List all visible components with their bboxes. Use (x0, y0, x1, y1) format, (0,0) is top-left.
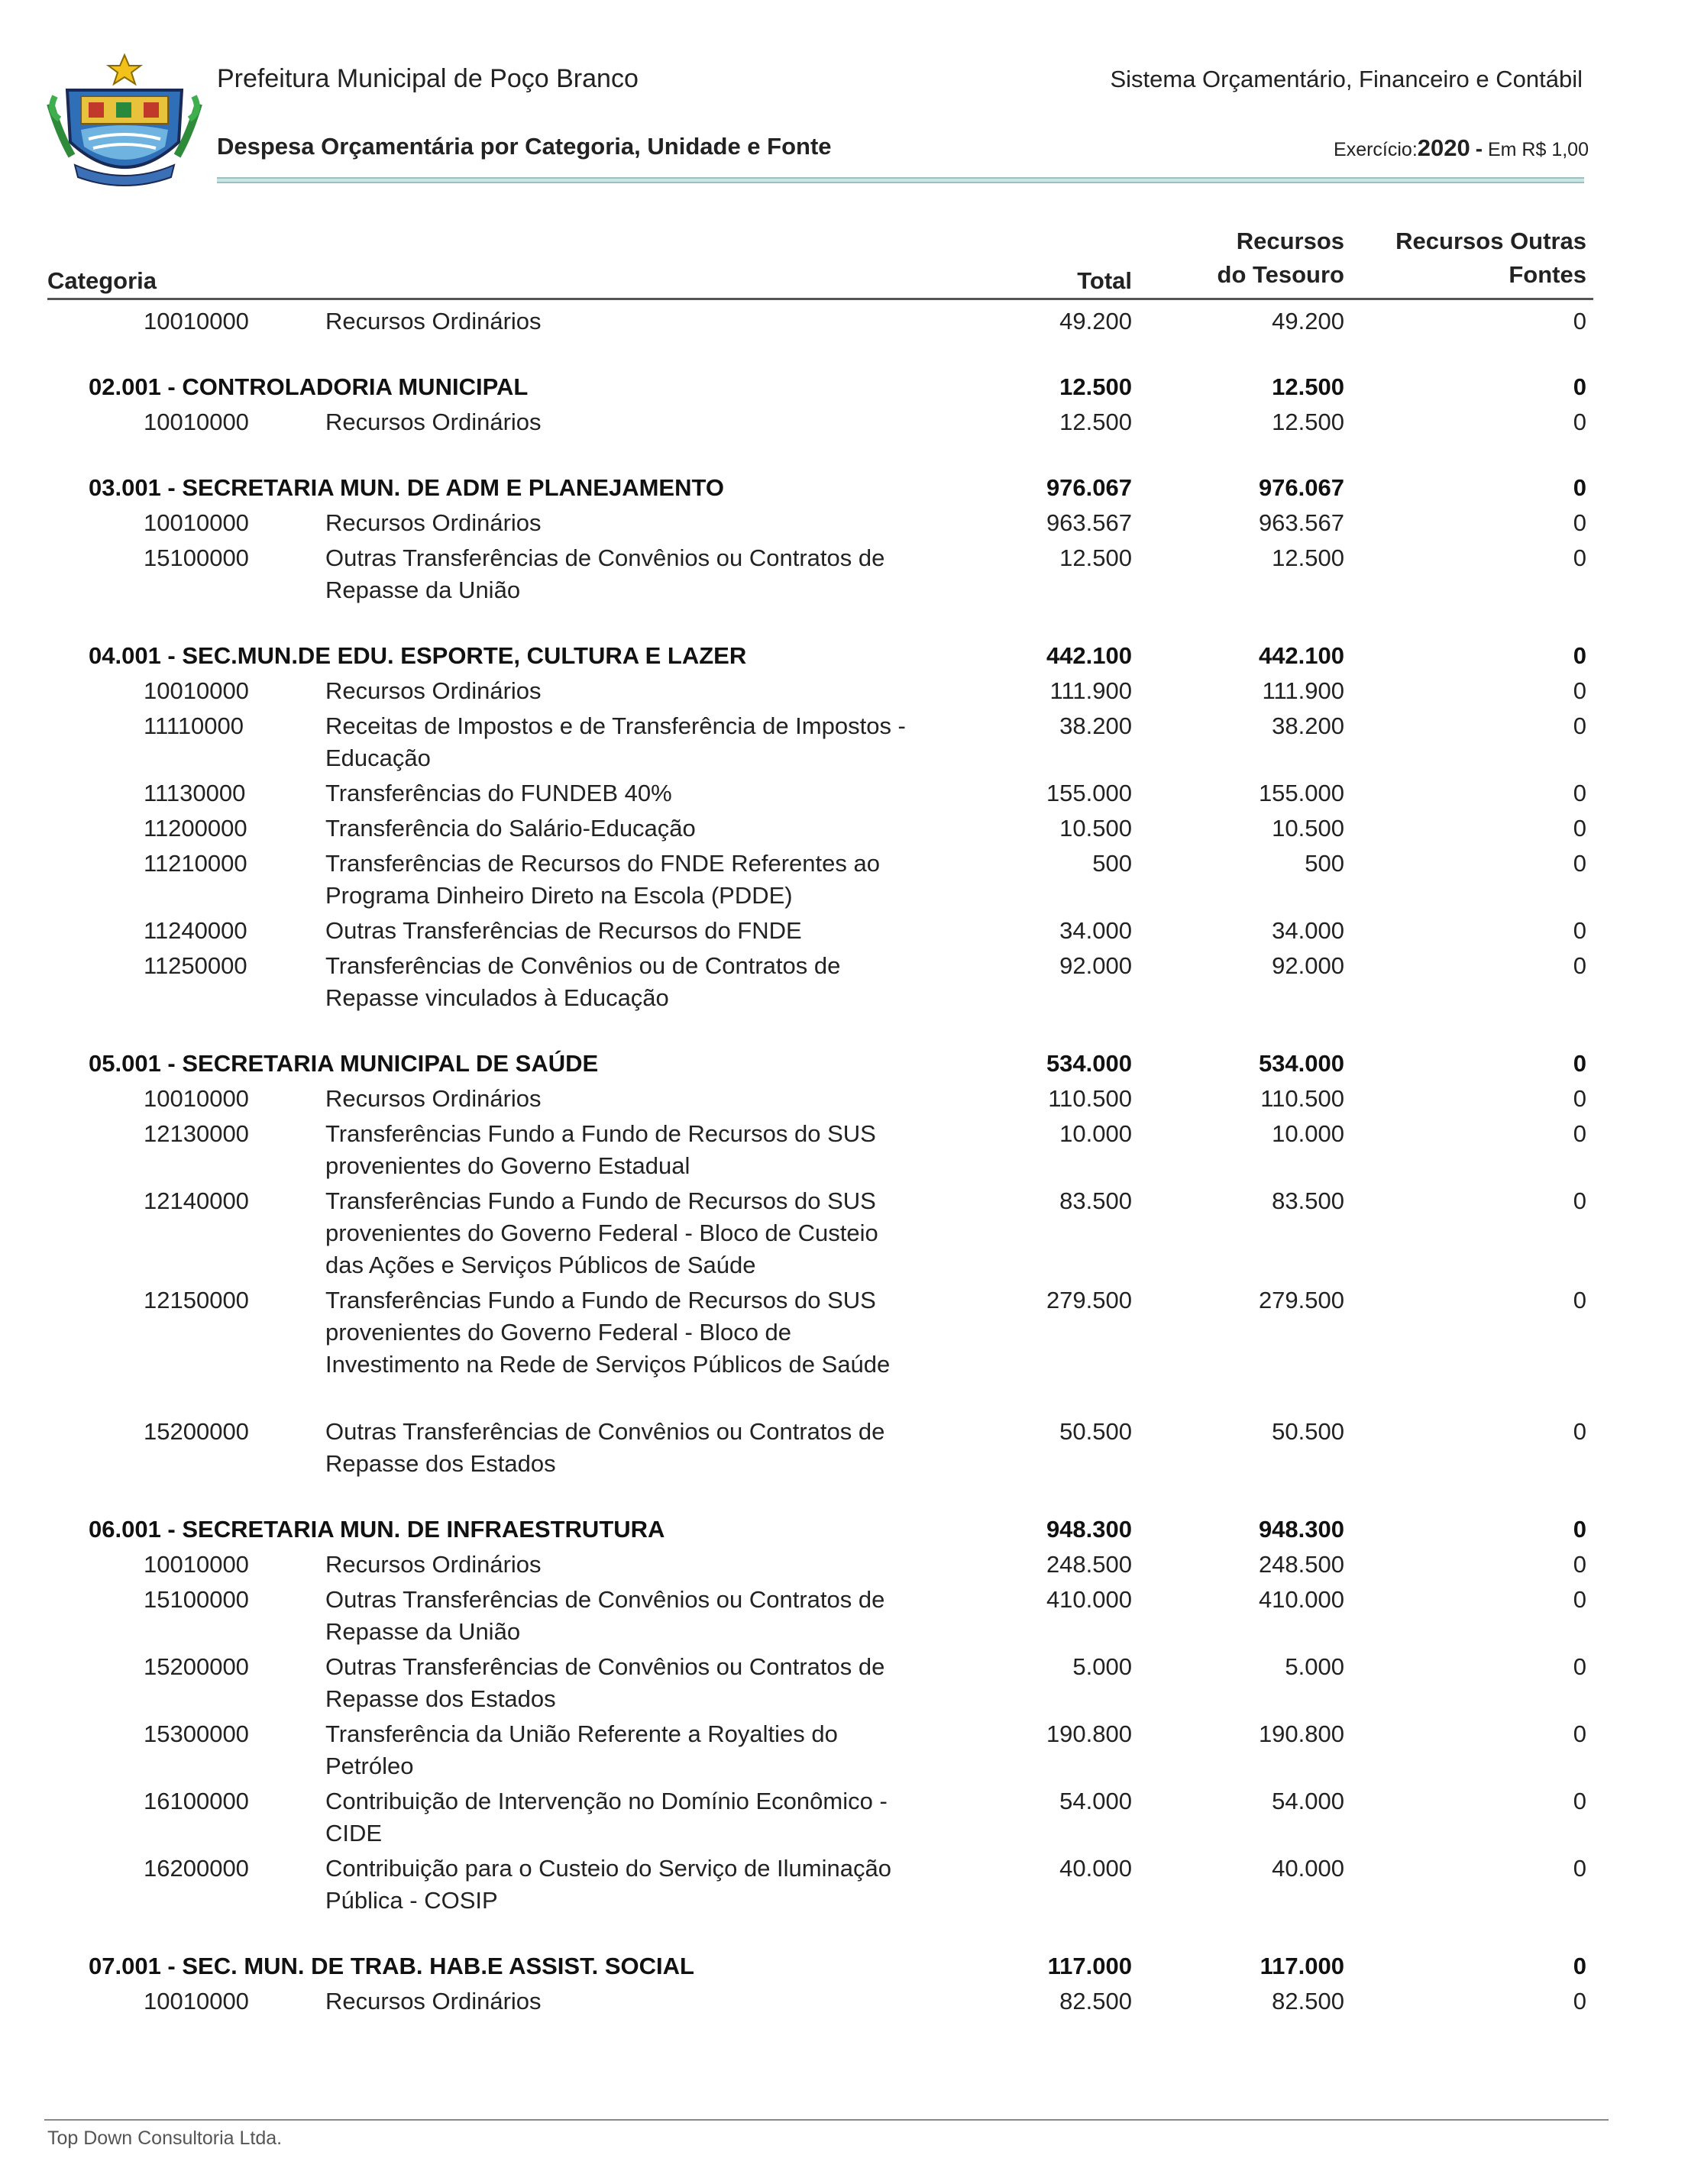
source-description: Recursos Ordinários (325, 1988, 542, 2014)
tesouro-value: 279.500 (1258, 1287, 1344, 1313)
coat-of-arms-logo (44, 50, 205, 195)
outras-fontes-value: 0 (1573, 1653, 1586, 1680)
column-header-divider (47, 298, 1593, 300)
source-code: 12130000 (144, 1120, 249, 1147)
outras-fontes-value: 0 (1573, 1287, 1586, 1313)
outras-fontes-value: 0 (1573, 1953, 1586, 1979)
tesouro-value: 12.500 (1272, 373, 1344, 400)
source-description: Outras Transferências de Recursos do FNDE (325, 917, 802, 944)
outras-fontes-value: 0 (1573, 952, 1586, 979)
exercise-separator: - (1475, 137, 1483, 160)
outras-fontes-value: 0 (1573, 1516, 1586, 1543)
tesouro-value: 92.000 (1272, 952, 1344, 979)
source-code: 10010000 (144, 1988, 249, 2014)
column-header-tesouro (1161, 225, 1344, 292)
total-value: 92.000 (1059, 952, 1132, 979)
source-code: 10010000 (144, 677, 249, 704)
outras-fontes-value: 0 (1573, 474, 1586, 501)
total-value: 82.500 (1059, 1988, 1132, 2014)
exercise-info (1334, 134, 1589, 162)
exercise-year: 2020 (1417, 134, 1470, 161)
outras-fontes-value: 0 (1573, 409, 1586, 435)
total-value: 12.500 (1059, 373, 1132, 400)
tesouro-value: 10.500 (1272, 815, 1344, 842)
tesouro-value: 54.000 (1272, 1788, 1344, 1814)
unit-name: 03.001 - SECRETARIA MUN. DE ADM E PLANEJAMENTO (89, 474, 724, 501)
tesouro-value: 50.500 (1272, 1418, 1344, 1445)
total-value: 12.500 (1059, 409, 1132, 435)
report-title: Despesa Orçamentária por Categoria, Unidade e Fonte (217, 133, 832, 160)
source-code: 16200000 (144, 1855, 249, 1882)
tesouro-value: 117.000 (1260, 1953, 1344, 1979)
source-description: Recursos Ordinários (325, 1085, 542, 1112)
source-description: Receitas de Impostos e de Transferência de Impostos - Educação (325, 712, 906, 771)
tesouro-value: 5.000 (1285, 1653, 1344, 1680)
source-code: 15200000 (144, 1653, 249, 1680)
source-code: 11210000 (144, 850, 247, 877)
unit-name: 07.001 - SEC. MUN. DE TRAB. HAB.E ASSIST. SOCIAL (89, 1953, 694, 1979)
source-description: Transferências de Convênios ou de Contratos de Repasse vinculados à Educação (325, 952, 841, 1011)
total-value: 110.500 (1048, 1085, 1132, 1112)
tesouro-value: 82.500 (1272, 1988, 1344, 2014)
source-description: Transferências Fundo a Fundo de Recursos do SUS provenientes do Governo Federal - Bloco de Investimento na Rede de Serviços Públicos de Saúde (325, 1287, 891, 1378)
outras-fontes-value: 0 (1573, 544, 1586, 571)
tesouro-value: 110.500 (1260, 1085, 1344, 1112)
tesouro-value: 155.000 (1258, 780, 1344, 806)
column-header-tesouro-line2: do Tesouro (1217, 261, 1344, 288)
tesouro-value: 38.200 (1272, 712, 1344, 739)
total-value: 10.000 (1059, 1120, 1132, 1147)
source-code: 10010000 (144, 1085, 249, 1112)
unit-name: 02.001 - CONTROLADORIA MUNICIPAL (89, 373, 529, 400)
source-description: Outras Transferências de Convênios ou Contratos de Repasse dos Estados (325, 1418, 885, 1477)
tesouro-value: 410.000 (1258, 1586, 1344, 1613)
tesouro-value: 248.500 (1258, 1551, 1344, 1578)
total-value: 534.000 (1046, 1050, 1132, 1077)
source-description: Outras Transferências de Convênios ou Contratos de Repasse dos Estados (325, 1653, 885, 1712)
total-value: 34.000 (1059, 917, 1132, 944)
source-code: 10010000 (144, 509, 249, 536)
tesouro-value: 442.100 (1258, 642, 1344, 669)
outras-fontes-value: 0 (1573, 815, 1586, 842)
tesouro-value: 40.000 (1272, 1855, 1344, 1882)
outras-fontes-value: 0 (1573, 917, 1586, 944)
source-code: 16100000 (144, 1788, 249, 1814)
outras-fontes-value: 0 (1573, 850, 1586, 877)
total-value: 50.500 (1059, 1418, 1132, 1445)
tesouro-value: 34.000 (1272, 917, 1344, 944)
tesouro-value: 534.000 (1258, 1050, 1344, 1077)
tesouro-value: 12.500 (1272, 409, 1344, 435)
total-value: 54.000 (1059, 1788, 1132, 1814)
total-value: 111.900 (1049, 677, 1132, 704)
tesouro-value: 111.900 (1262, 677, 1344, 704)
total-value: 248.500 (1046, 1551, 1132, 1578)
system-name: Sistema Orçamentário, Financeiro e Contábil (1110, 66, 1583, 92)
source-code: 10010000 (144, 409, 249, 435)
unit-name: 04.001 - SEC.MUN.DE EDU. ESPORTE, CULTURA E LAZER (89, 642, 747, 669)
total-value: 442.100 (1046, 642, 1132, 669)
source-description: Transferências Fundo a Fundo de Recursos do SUS provenientes do Governo Estadual (325, 1120, 876, 1179)
outras-fontes-value: 0 (1573, 1418, 1586, 1445)
tesouro-value: 190.800 (1258, 1720, 1344, 1747)
source-description: Outras Transferências de Convênios ou Contratos de Repasse da União (325, 544, 885, 603)
tesouro-value: 12.500 (1272, 544, 1344, 571)
tesouro-value: 963.567 (1258, 509, 1344, 536)
source-description: Transferências de Recursos do FNDE Referentes ao Programa Dinheiro Direto na Escola (PDDE) (325, 850, 880, 909)
tesouro-value: 49.200 (1272, 308, 1344, 334)
municipality-name: Prefeitura Municipal de Poço Branco (217, 64, 639, 93)
column-header-tesouro-line1: Recursos (1236, 228, 1344, 254)
outras-fontes-value: 0 (1573, 1050, 1586, 1077)
source-code: 12150000 (144, 1287, 249, 1313)
source-description: Recursos Ordinários (325, 409, 542, 435)
tesouro-value: 83.500 (1272, 1187, 1344, 1214)
source-description: Contribuição para o Custeio do Serviço de Iluminação Pública - COSIP (325, 1855, 891, 1914)
total-value: 410.000 (1046, 1586, 1132, 1613)
source-code: 12140000 (144, 1187, 249, 1214)
column-header-total: Total (1077, 267, 1132, 294)
footer-divider (44, 2119, 1609, 2121)
total-value: 49.200 (1059, 308, 1132, 334)
total-value: 40.000 (1059, 1855, 1132, 1882)
total-value: 963.567 (1046, 509, 1132, 536)
outras-fontes-value: 0 (1573, 373, 1586, 400)
source-code: 11250000 (144, 952, 247, 979)
source-code: 15100000 (144, 544, 249, 571)
source-description: Transferências do FUNDEB 40% (325, 780, 672, 806)
total-value: 12.500 (1059, 544, 1132, 571)
tesouro-value: 976.067 (1258, 474, 1344, 501)
source-description: Recursos Ordinários (325, 1551, 542, 1578)
footer-company: Top Down Consultoria Ltda. (47, 2127, 283, 2149)
total-value: 10.500 (1059, 815, 1132, 842)
source-code: 10010000 (144, 308, 249, 334)
outras-fontes-value: 0 (1573, 1187, 1586, 1214)
currency-unit: Em R$ 1,00 (1487, 139, 1589, 160)
total-value: 279.500 (1046, 1287, 1132, 1313)
source-description: Transferência da União Referente a Royalties do Petróleo (325, 1720, 838, 1779)
column-header-outras-line1: Recursos Outras (1395, 228, 1586, 254)
outras-fontes-value: 0 (1573, 1788, 1586, 1814)
column-header-outras-fontes (1357, 225, 1586, 292)
outras-fontes-value: 0 (1573, 1085, 1586, 1112)
tesouro-value: 500 (1305, 850, 1344, 877)
source-code: 10010000 (144, 1551, 249, 1578)
outras-fontes-value: 0 (1573, 712, 1586, 739)
header-divider (217, 177, 1584, 183)
outras-fontes-value: 0 (1573, 780, 1586, 806)
total-value: 117.000 (1047, 1953, 1132, 1979)
total-value: 155.000 (1046, 780, 1132, 806)
source-code: 11200000 (144, 815, 247, 842)
unit-name: 06.001 - SECRETARIA MUN. DE INFRAESTRUTURA (89, 1516, 665, 1543)
source-code: 15200000 (144, 1418, 249, 1445)
source-code: 11130000 (144, 780, 246, 806)
total-value: 500 (1092, 850, 1132, 877)
source-description: Transferência do Salário-Educação (325, 815, 696, 842)
outras-fontes-value: 0 (1573, 1720, 1586, 1747)
outras-fontes-value: 0 (1573, 677, 1586, 704)
outras-fontes-value: 0 (1573, 1855, 1586, 1882)
total-value: 38.200 (1059, 712, 1132, 739)
total-value: 83.500 (1059, 1187, 1132, 1214)
outras-fontes-value: 0 (1573, 1988, 1586, 2014)
source-code: 15300000 (144, 1720, 249, 1747)
total-value: 948.300 (1046, 1516, 1132, 1543)
outras-fontes-value: 0 (1573, 509, 1586, 536)
column-header-outras-line2: Fontes (1509, 261, 1586, 288)
source-code: 11240000 (144, 917, 247, 944)
outras-fontes-value: 0 (1573, 308, 1586, 334)
source-description: Contribuição de Intervenção no Domínio Econômico - CIDE (325, 1788, 888, 1846)
outras-fontes-value: 0 (1573, 1551, 1586, 1578)
source-description: Transferências Fundo a Fundo de Recursos do SUS provenientes do Governo Federal - Bloco de Custeio das Ações e Serviços Públicos de Saúde (325, 1187, 878, 1278)
outras-fontes-value: 0 (1573, 642, 1586, 669)
outras-fontes-value: 0 (1573, 1586, 1586, 1613)
source-description: Recursos Ordinários (325, 509, 542, 536)
column-header-categoria: Categoria (47, 267, 157, 294)
source-code: 15100000 (144, 1586, 249, 1613)
source-description: Recursos Ordinários (325, 308, 542, 334)
unit-name: 05.001 - SECRETARIA MUNICIPAL DE SAÚDE (89, 1050, 599, 1077)
total-value: 976.067 (1046, 474, 1132, 501)
source-description: Outras Transferências de Convênios ou Contratos de Repasse da União (325, 1586, 885, 1645)
source-code: 11110000 (144, 712, 244, 739)
exercise-label: Exercício: (1334, 139, 1418, 160)
source-description: Recursos Ordinários (325, 677, 542, 704)
total-value: 5.000 (1072, 1653, 1132, 1680)
tesouro-value: 948.300 (1258, 1516, 1344, 1543)
total-value: 190.800 (1046, 1720, 1132, 1747)
outras-fontes-value: 0 (1573, 1120, 1586, 1147)
tesouro-value: 10.000 (1272, 1120, 1344, 1147)
